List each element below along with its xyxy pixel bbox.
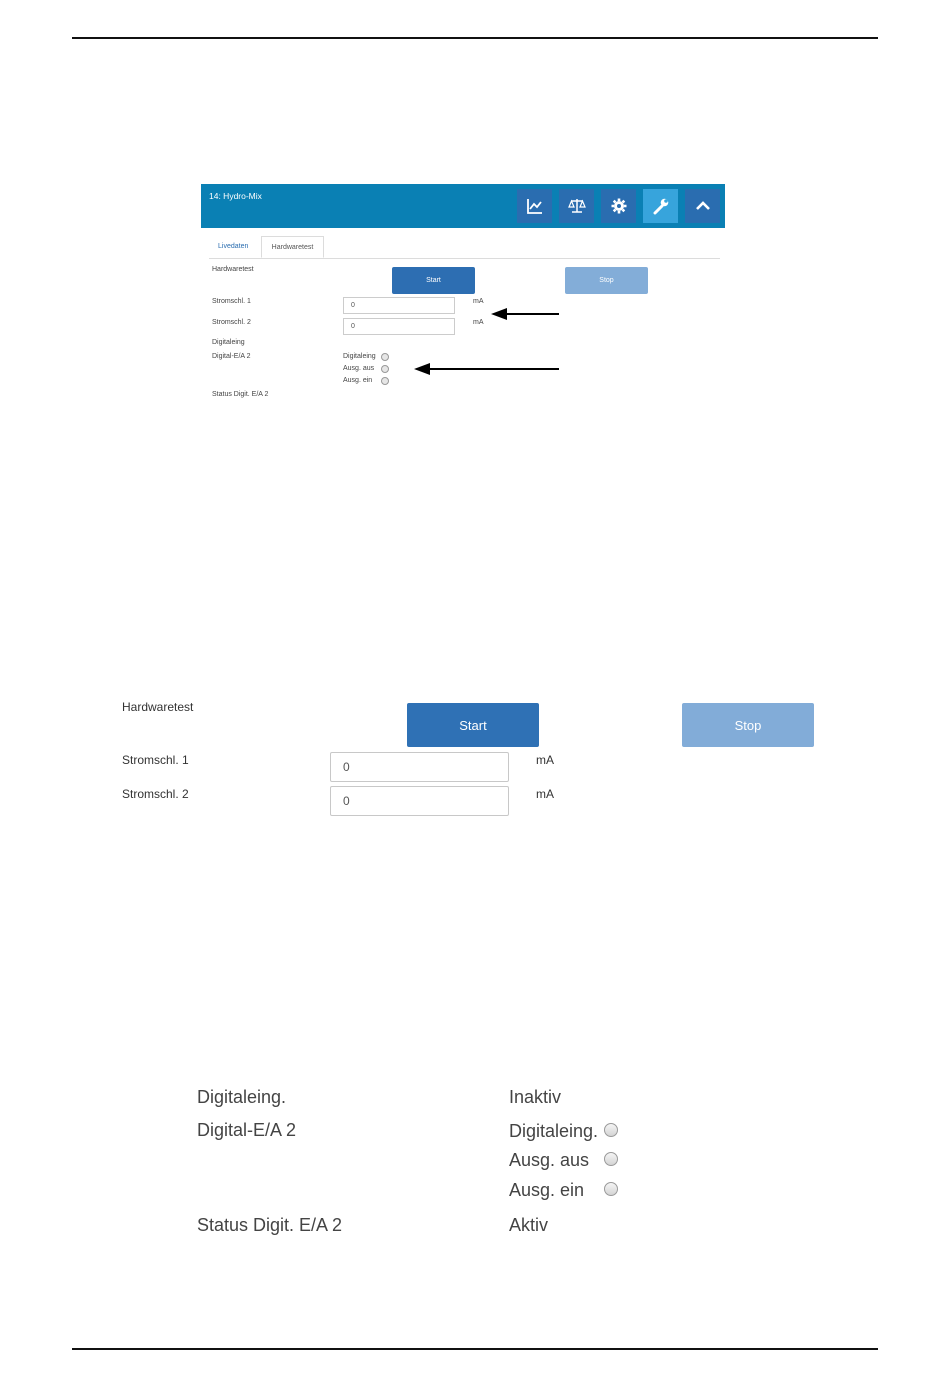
unit-label: mA — [473, 319, 484, 326]
tab-hardwaretest[interactable]: Hardwaretest — [261, 236, 324, 258]
stop-button[interactable]: Stop — [565, 267, 648, 294]
collapse-button[interactable] — [685, 189, 720, 223]
tab-livedaten[interactable]: Livedaten — [218, 243, 249, 250]
scale-button[interactable] — [559, 189, 594, 223]
stromschl-2-label: Stromschl. 2 — [122, 787, 189, 801]
chart-button[interactable] — [517, 189, 552, 223]
tools-button[interactable] — [643, 189, 678, 223]
radio-digitaleing[interactable] — [381, 353, 389, 361]
digital-ea2-label: Digital-E/A 2 — [212, 353, 251, 360]
section-label: Hardwaretest — [122, 700, 194, 714]
top-rule — [72, 37, 878, 39]
arrow-head-icon — [414, 363, 430, 375]
annotation-arrow — [428, 368, 559, 370]
app-header — [201, 184, 725, 228]
stromschl-1-label: Stromschl. 1 — [212, 298, 251, 305]
start-button[interactable]: Start — [407, 703, 539, 747]
gear-icon — [610, 197, 628, 215]
radio-label: Ausg. ein — [343, 377, 373, 384]
chart-line-icon — [526, 197, 544, 215]
status-label: Status Digit. E/A 2 — [212, 391, 269, 398]
settings-button[interactable] — [601, 189, 636, 223]
digitaleing-label: Digitaleing. — [197, 1087, 287, 1107]
unit-label: mA — [536, 787, 554, 801]
chevron-up-icon — [694, 197, 712, 215]
stromschl-1-input[interactable]: 0 — [330, 752, 509, 782]
radio-ausg-ein[interactable] — [604, 1182, 618, 1196]
radio-ausg-aus[interactable] — [604, 1152, 618, 1166]
stop-button[interactable]: Stop — [682, 703, 814, 747]
status-value: Aktiv — [509, 1215, 549, 1235]
digital-ea2-label: Digital-E/A 2 — [197, 1120, 297, 1140]
stromschl-1-input[interactable]: 0 — [343, 297, 455, 314]
stromschl-2-input[interactable]: 0 — [343, 318, 455, 335]
unit-label: mA — [473, 298, 484, 305]
radio-label: Digitaleing — [343, 353, 376, 360]
radio-ausg-aus[interactable] — [381, 365, 389, 373]
scale-icon — [568, 197, 586, 215]
radio-label: Ausg. aus — [343, 365, 375, 372]
radio-label: Ausg. aus — [509, 1150, 590, 1170]
section-label: Hardwaretest — [212, 266, 254, 273]
radio-label: Ausg. ein — [509, 1180, 585, 1200]
digitaleing-label: Digitaleing — [212, 339, 245, 346]
stromschl-2-label: Stromschl. 2 — [212, 319, 251, 326]
annotation-arrow — [505, 313, 559, 315]
stromschl-1-label: Stromschl. 1 — [122, 753, 189, 767]
radio-label: Digitaleing. — [509, 1121, 599, 1141]
stromschl-2-input[interactable]: 0 — [330, 786, 509, 816]
digitaleing-value: Inaktiv — [509, 1087, 562, 1107]
unit-label: mA — [536, 753, 554, 767]
radio-ausg-ein[interactable] — [381, 377, 389, 385]
wrench-icon — [652, 197, 670, 215]
app-title: 14: Hydro-Mix — [209, 191, 262, 201]
status-label: Status Digit. E/A 2 — [197, 1215, 343, 1235]
radio-digitaleing[interactable] — [604, 1123, 618, 1137]
bottom-rule — [72, 1348, 878, 1350]
arrow-head-icon — [491, 308, 507, 320]
start-button[interactable]: Start — [392, 267, 475, 294]
